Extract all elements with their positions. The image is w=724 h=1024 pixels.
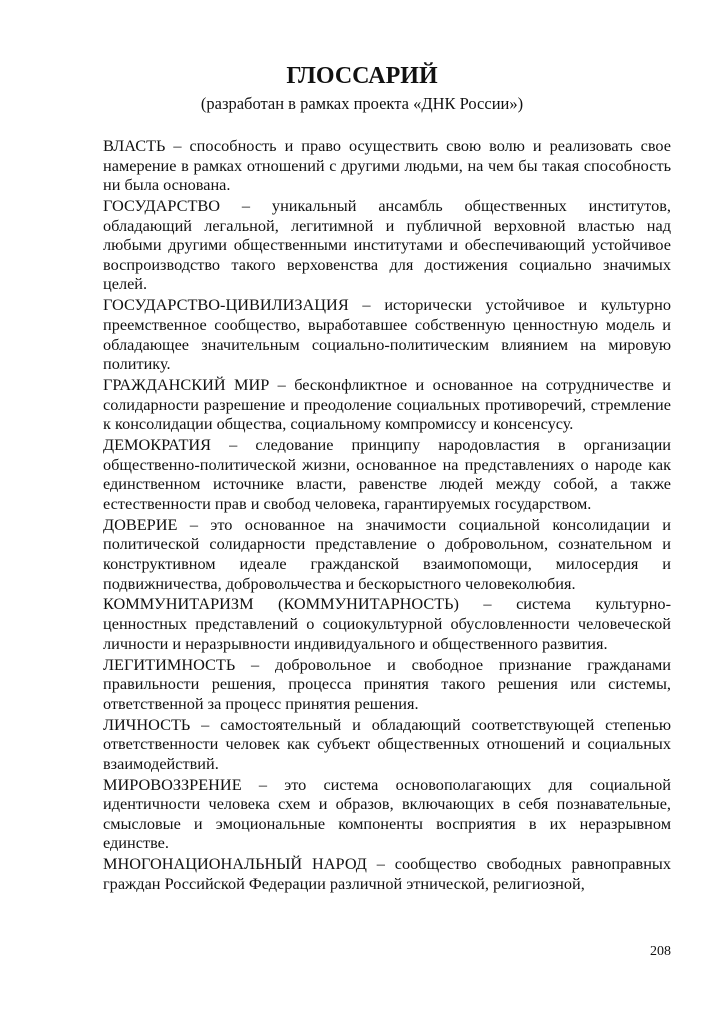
entry-definition: – сообщество свободных равноправных граждан Российской Федерации различной этнической, религиозной, <box>103 854 671 893</box>
entry-definition: – добровольное и свободное признание гражданами правильности решения, процесса принятия такого решения или системы, ответственной за процесс принятия решения. <box>103 654 671 713</box>
entry-term: ГОСУДАРСТВО-ЦИВИЛИЗАЦИЯ <box>103 295 349 315</box>
entry-term: ДЕМОКРАТИЯ <box>103 435 212 455</box>
entry-term: ВЛАСТЬ <box>103 136 166 155</box>
entry-definition: – исторически устойчивое и культурно преемственное сообщество, выработавшее собственную ценностную модель и обладающее значительным социально-политическим влиянием на мировую политику. <box>103 295 671 374</box>
entry-term: МНОГОНАЦИОНАЛЬНЫЙ НАРОД <box>103 854 367 874</box>
entry-definition: – это основанное на значимости социальной консолидации и политической солидарности представление о добровольном, сознательном и конструктивном идеале гражданской взаимопомощи, милосердия и подвижничества, добровольчества и бескорыстного человеколюбия. <box>103 514 671 593</box>
entry-term: ДОВЕРИЕ <box>103 514 178 534</box>
page-subtitle: (разработан в рамках проекта «ДНК России») <box>200 94 524 113</box>
glossary-entry-kommunitarizm <box>103 594 671 654</box>
page-number: 208 <box>650 944 671 959</box>
glossary-entry-demokratiya <box>103 435 671 515</box>
glossary-entry-mirovozzrenie <box>103 775 671 855</box>
entry-definition: – это система основополагающих для социальной идентичности человека схем и образов, включающих в себя познавательные, смысловые и эмоциональные компоненты восприятия в их неразрывном единстве. <box>103 774 671 853</box>
entry-definition: – способность и право осуществить свою волю и реализовать свое намерение в рамках отношений с другими людьми, на чем бы такая способность ни была основана. <box>103 136 671 195</box>
entry-definition: – бесконфликтное и основанное на сотрудничестве и солидарности разрешение и преодоление социальных противоречий, стремление к консолидации общества, социальному компромиссу и консенсусу. <box>103 375 671 434</box>
glossary-entry-mnogonatsionalnyy-narod <box>103 854 671 894</box>
entry-term: ГОСУДАРСТВО <box>103 196 221 216</box>
entry-term: ГРАЖДАНСКИЙ МИР <box>103 375 270 395</box>
entry-definition: – система культурно-ценностных представлений о социокультурной обусловленности человеческой личности и неразрывности индивидуального и общественного развития. <box>103 594 671 653</box>
glossary-entry-vlast <box>103 136 671 196</box>
entry-definition: – самостоятельный и обладающий соответствующей степенью ответственности человек как субъект общественных отношений и социальных взаимодействий. <box>103 714 671 773</box>
entry-term: КОММУНИТАРИЗМ (КОММУНИТАРНОСТЬ) <box>103 594 459 614</box>
glossary-entry-lichnost <box>103 715 671 775</box>
entry-term: МИРОВОЗЗРЕНИЕ <box>103 774 242 794</box>
entry-term: ЛЕГИТИМНОСТЬ <box>103 654 236 674</box>
entry-definition: – уникальный ансамбль общественных институтов, обладающий легальной, легитимной и публичной верховной властью над любыми другими общественными институтами и обеспечивающий устойчивое воспроизводство такого верховенства для достижения социально значимых целей. <box>103 196 671 294</box>
glossary-entry-doverie <box>103 515 671 595</box>
glossary-entry-legitimnost <box>103 655 671 715</box>
page-title: ГЛОССАРИЙ <box>286 63 438 89</box>
entry-definition: – следование принципу народовластия в организации общественно-политической жизни, основанное на представлениях о народе как единственном источнике власти, равенстве людей между собой, а также естественности прав и свобод человека, гарантируемых государством. <box>103 435 671 513</box>
glossary-list <box>103 136 671 895</box>
glossary-entry-gosudarstvo <box>103 196 671 295</box>
glossary-entry-gosudarstvo-tsivilizatsiya <box>103 295 671 375</box>
glossary-entry-grazhdanskiy-mir <box>103 375 671 435</box>
entry-term: ЛИЧНОСТЬ <box>103 714 191 734</box>
